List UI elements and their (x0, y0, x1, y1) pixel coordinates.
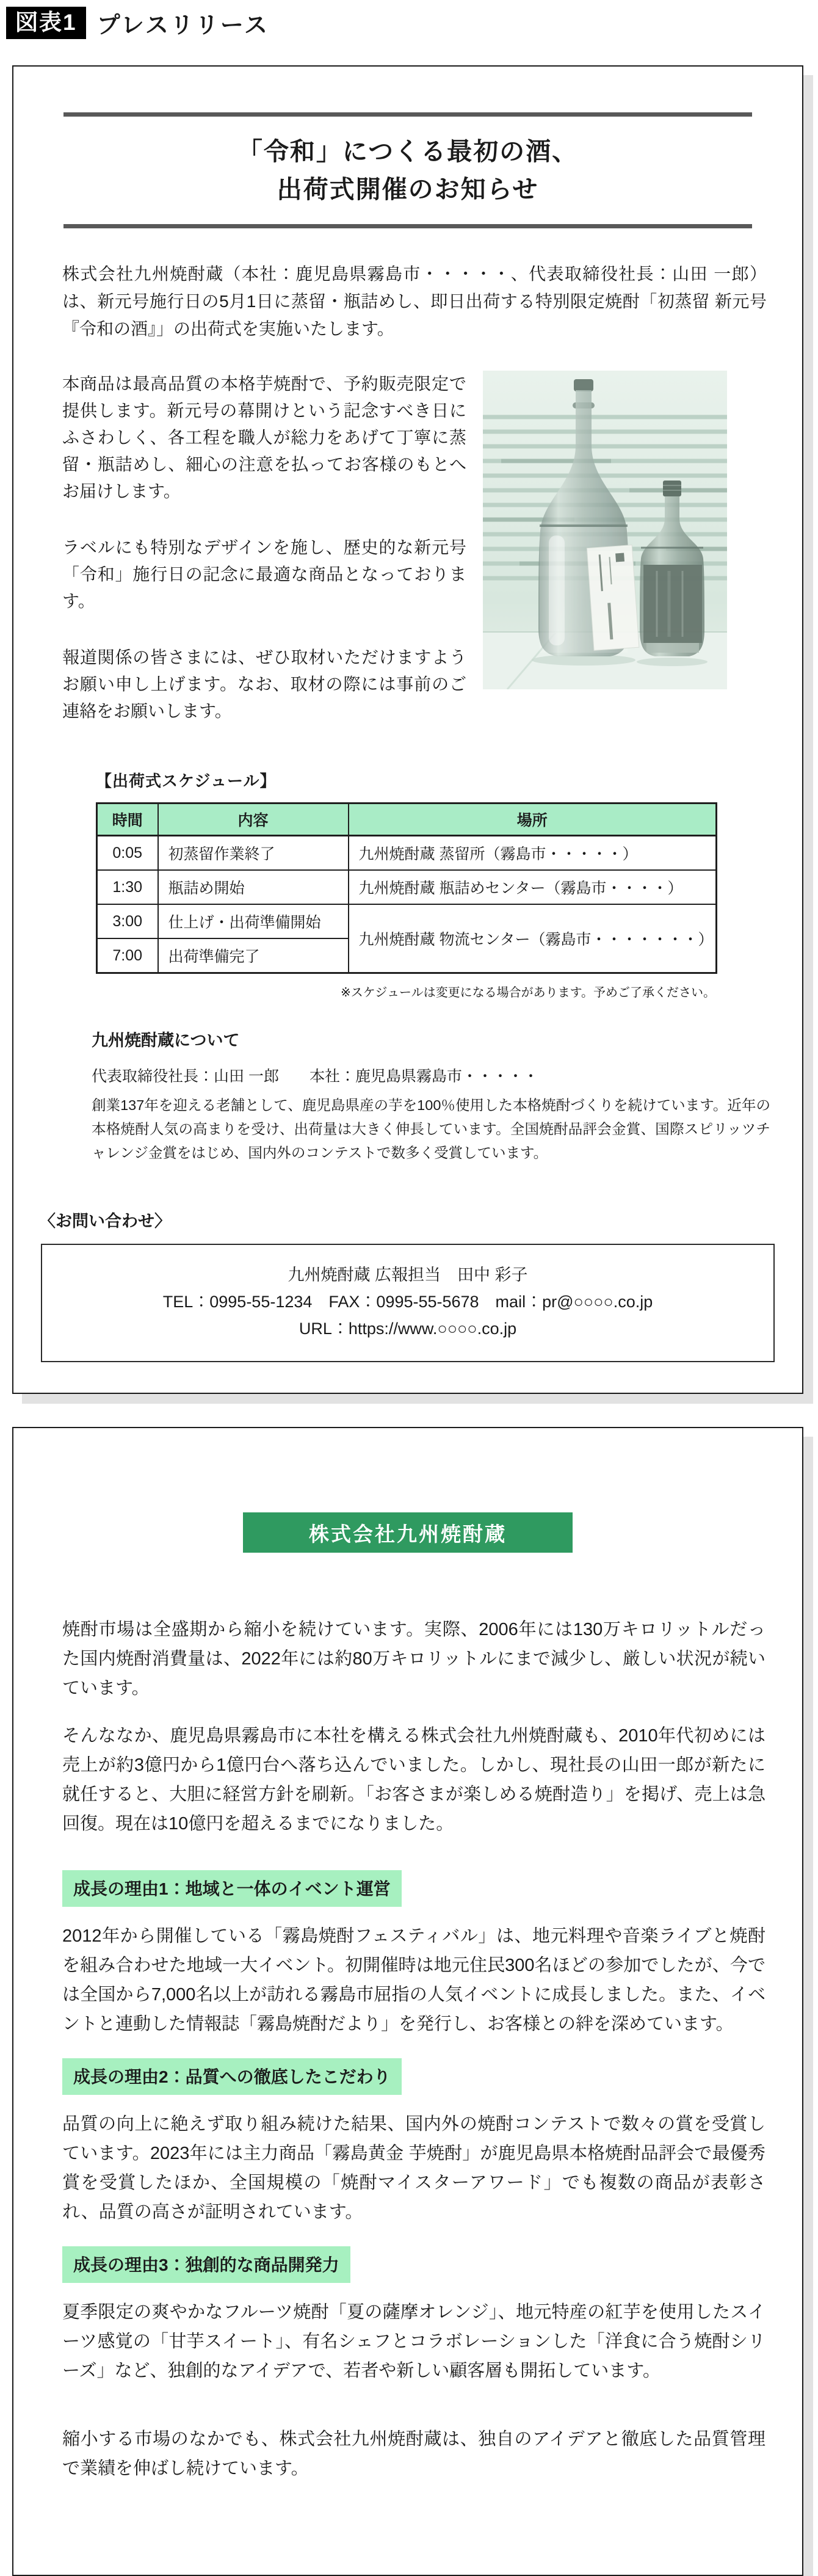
contact-url-line: URL：https://www.○○○○.co.jp (299, 1319, 517, 1338)
about-section (92, 1027, 770, 1165)
content-cell: 瓶詰め開始 (158, 870, 349, 904)
about-ceo-line: 代表取締役社長：山田 一郎 本社：鹿児島県霧島市・・・・・ (92, 1068, 538, 1085)
bottles-photo-image (483, 371, 727, 689)
place-cell: 九州焼酎蔵 蒸留所（霧島市・・・・・） (349, 836, 717, 871)
schedule-row (97, 904, 717, 938)
time-cell: 0:05 (97, 836, 158, 871)
growth-reason-3-heading-row (62, 2246, 766, 2283)
schedule-header-row (97, 804, 717, 836)
place-cell-merged: 九州焼酎蔵 物流センター（霧島市・・・・・・・） (349, 904, 717, 973)
company-name-banner: 株式会社九州焼酎蔵 (243, 1512, 573, 1553)
schedule-row (97, 836, 717, 871)
time-cell: 7:00 (97, 938, 158, 973)
schedule-row (97, 870, 717, 904)
label-design-paragraph: ラベルにも特別なデザインを施し、歴史的な新元号「令和」施行日の記念に最適な商品となっております。 (62, 538, 466, 611)
column-header-content: 内容 (158, 804, 349, 836)
growth-reason-1-heading: 成長の理由1：地域と一体のイベント運営 (62, 1870, 402, 1907)
column-header-place: 場所 (349, 804, 717, 836)
growth-reason-1-heading-row (62, 1870, 766, 1907)
content-cell: 初蒸留作業終了 (158, 836, 349, 871)
contact-heading: 〈お問い合わせ〉 (39, 1212, 171, 1230)
growth-reason-2-heading: 成長の理由2：品質への徹底したこだわり (62, 2058, 402, 2095)
schedule-table (96, 802, 717, 974)
growth-reason-3-heading: 成長の理由3：独創的な商品開発力 (62, 2246, 350, 2283)
press-invitation-paragraph: 報道関係の皆さまには、ぜひ取材いただけますようお願い申し上げます。なお、取材の際には事前のご連絡をお願いします。 (62, 648, 466, 720)
two-column-section (62, 371, 802, 725)
body-column (62, 371, 466, 725)
bottles-photo (483, 371, 727, 689)
press-release-title-line-2: 出荷式開催のお知らせ (277, 175, 539, 203)
page-header (0, 0, 818, 40)
press-release-card (12, 65, 803, 1394)
time-cell: 3:00 (97, 904, 158, 938)
page-title: プレスリリース (96, 13, 270, 38)
growth-reason-2-heading-row (62, 2058, 766, 2095)
title-rule-top (63, 112, 752, 117)
press-release-title-line-1: 「令和」につくる最初の酒、 (237, 137, 579, 165)
press-release-title (38, 132, 778, 208)
growth-reason-1-body: 2012年から開催している「霧島焼酎フェスティバル」は、地元料理や音楽ライブと焼酎を組み合わせた地域一大イベント。初開催時は地元住民300名ほどの参加でしたが、今では全国から7,000名以上が訪れる霧島市屈指の人気イベントに成長しました。また、イベントと連動した情報誌「霧島焼酎だより」を発行し、お客様との絆を深めています。 (62, 1926, 766, 2034)
time-cell: 1:30 (97, 870, 158, 904)
column-header-time: 時間 (97, 804, 158, 836)
content-cell: 仕上げ・出荷準備開始 (158, 904, 349, 938)
place-cell: 九州焼酎蔵 瓶詰めセンター（霧島市・・・・） (349, 870, 717, 904)
growth-reason-3-body: 夏季限定の爽やかなフルーツ焼酎「夏の薩摩オレンジ」、地元特産の紅芋を使用したスイーツ感覚の「甘芋スイート」、有名シェフとコラボレーションした「洋食に合う焼酎シリーズ」など、独創的なアイデアで、若者や新しい顧客層も開拓しています。 (62, 2302, 766, 2381)
contact-tel-fax-mail-line: TEL：0995-55-1234 FAX：0995-55-5678 mail：pr@○○○○.co.jp (162, 1293, 653, 1311)
content-cell: 出荷準備完了 (158, 938, 349, 973)
figure-badge: 図表1 (6, 7, 86, 39)
growth-reason-2-body: 品質の向上に絶えず取り組み続けた結果、国内外の焼酎コンテストで数々の賞を受賞しています。2023年には主力商品「霧島黄金 芋焼酎」が鹿児島県本格焼酎品評会で最優秀賞を受賞したほか、全国規模の「焼酎マイスターアワード」でも複数の商品が表彰され、品質の高さが証明されています。 (62, 2114, 766, 2222)
turnaround-paragraph: そんななか、鹿児島県霧島市に本社を構える株式会社九州焼酎蔵も、2010年代初めには売上が約3億円から1億円台へ落ち込んでいました。しかし、現社長の山田一郎が新たに就任すると、大胆に経営方針を刷新。「お客さまが楽しめる焼酎造り」を掲げ、売上は急回復。現在は10億円を超えるまでになりました。 (62, 1726, 766, 1834)
product-paragraph: 本商品は最高品質の本格芋焼酎で、予約販売限定で提供します。新元号の幕開けという記念すべき日にふさわしく、各工程を職人が総力をあげて丁寧に蒸留・瓶詰めし、細心の注意を払ってお客様のもとへお届けします。 (62, 374, 466, 501)
lead-paragraph: 株式会社九州焼酎蔵（本社：鹿児島県霧島市・・・・・、代表取締役社長：山田 一郎）は、新元号施行日の5月1日に蒸留・瓶詰めし、即日出荷する特別限定焼酎「初蒸留 新元号『令和の酒』」の出荷式を実施いたします。 (62, 264, 767, 338)
market-trend-paragraph: 焼酎市場は全盛期から縮小を続けています。実際、2006年には130万キロリットルだった国内焼酎消費量は、2022年には約80万キロリットルにまで減少し、厳しい状況が続いています。 (62, 1620, 766, 1698)
closing-paragraph: 縮小する市場のなかでも、株式会社九州焼酎蔵は、独自のアイデアと徹底した品質管理で業績を伸ばし続けています。 (62, 2429, 766, 2478)
about-body: 創業137年を迎える老舗として、鹿児島県産の芋を100％使用した本格焼酎づくりを続けています。近年の本格焼酎人気の高まりを受け、出荷量は大きく伸長しています。全国焼酎品評会金賞、国際スピリッツチャレンジ金賞をはじめ、国内外のコンテストで数多く受賞しています。 (92, 1097, 770, 1161)
contact-person-line: 九州焼酎蔵 広報担当 田中 彩子 (288, 1266, 528, 1284)
about-heading: 九州焼酎蔵について (92, 1031, 240, 1050)
title-rule-bottom (63, 224, 752, 228)
contact-box (41, 1244, 775, 1362)
company-profile-card (12, 1427, 803, 2576)
schedule-heading: 【出荷式スケジュール】 (96, 772, 277, 790)
schedule-note: ※スケジュールは変更になる場合があります。予めご了承ください。 (341, 986, 715, 1000)
